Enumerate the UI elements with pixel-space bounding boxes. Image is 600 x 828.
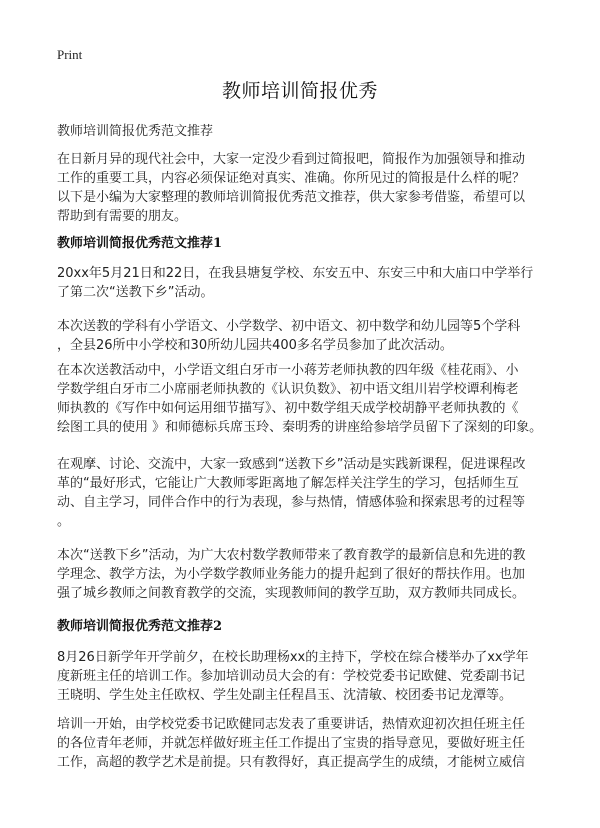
intro-paragraph [57, 150, 547, 226]
text-line: 学理念、教学方法，为小学数学教师业务能力的提升起到了很好的帮扶作用。也加 [57, 567, 526, 582]
section-2-paragraph-1 [57, 648, 547, 705]
text-line: 在日新月异的现代社会中，大家一定没少看到过简报吧，简报作为加强领导和推动 [57, 152, 526, 167]
section-1-paragraph-3 [57, 361, 547, 437]
text-line: 本次送教的学科有小学语文、小学数学、初中语文、初中数学和幼儿园等5个学科 [57, 319, 521, 334]
section-1-paragraph-4 [57, 455, 547, 531]
text-line: 20xx年5月21日和22日，在我县塘复学校、东安五中、东安三中和大庙口中学举行 [57, 266, 534, 281]
text-line: 以下是小编为大家整理的教师培训简报优秀范文推荐，供大家参考借鉴，希望可以 [57, 190, 526, 205]
text-line: 帮助到有需要的朋友。 [57, 209, 188, 224]
document-subtitle: 教师培训简报优秀范文推荐 [57, 124, 214, 139]
text-line: 的各位青年老师，并就怎样做好班主任工作提出了宝贵的指导意见，要做好班主任 [57, 736, 526, 751]
section-2-heading: 教师培训简报优秀范文推荐2 [57, 619, 223, 634]
text-line: 在本次送教活动中，小学语文组白牙市一小蒋芳老师执教的四年级《桂花雨》、小 [57, 363, 519, 378]
text-line: ，全县26所中小学校和30所幼儿园共400多名学员参加了此次活动。 [57, 338, 453, 353]
text-line: 师执教的《写作中如何运用细节描写》、初中数学组天成学校胡静平老师执教的《 [57, 401, 519, 416]
text-line: 8月26日新学年开学前夕，在校长助理杨xx的主持下，学校在综合楼举办了xx学年 [57, 650, 529, 665]
text-line: 王晓明、学生处主任欧权、学生处副主任程昌玉、沈清敏、校团委书记龙潭等。 [57, 688, 513, 703]
text-line: 培训一开始，由学校党委书记欧健同志发表了重要讲话，热情欢迎初次担任班主任 [57, 717, 526, 732]
text-line: 。 [57, 514, 71, 529]
section-1-paragraph-5 [57, 546, 547, 603]
text-line: 了第二次“送教下乡”活动。 [57, 285, 214, 300]
section-1-paragraph-2 [57, 317, 547, 355]
text-line: 工作，高超的教学艺术是前提。只有教得好，真正提高学生的成绩，才能树立威信 [57, 755, 526, 770]
text-line: 在观摩、讨论、交流中，大家一致感到“送教下乡”活动是实践新课程，促进课程改 [57, 457, 526, 472]
text-line: 学数学组白牙市二小席丽老师执教的《认识负数》、初中语文组川岩学校谭利梅老 [57, 382, 519, 397]
text-line: 强了城乡教师之间教育教学的交流，实现教师间的教学互助，双方教师共同成长。 [57, 586, 526, 601]
print-link[interactable]: Print [57, 47, 83, 62]
text-line: 度新班主任的培训工作。参加培训动员大会的有：学校党委书记欧健、党委副书记 [57, 669, 526, 684]
text-line: 革的“最好形式，它能让广大教师零距离地了解怎样关注学生的学习，包括师生互 [57, 476, 519, 491]
document-title: 教师培训简报优秀 [221, 80, 378, 102]
text-line: 动、自主学习，同伴合作中的行为表现，参与热情，情感体验和探索思考的过程等 [57, 495, 526, 510]
section-2-paragraph-2 [57, 715, 547, 772]
section-1-paragraph-1 [57, 264, 547, 302]
section-1-heading: 教师培训简报优秀范文推荐1 [57, 236, 223, 251]
text-line: 工作的重要工具，内容必须保证绝对真实、准确。你所见过的简报是什么样的呢？ [57, 171, 526, 186]
text-line: 本次“送教下乡”活动，为广大农村数学教师带来了教育教学的最新信息和先进的教 [57, 548, 526, 563]
text-line: 绘图工具的使用 》和师德标兵席玉玲、秦明秀的讲座给参培学员留下了深刻的印象。 [57, 420, 543, 435]
